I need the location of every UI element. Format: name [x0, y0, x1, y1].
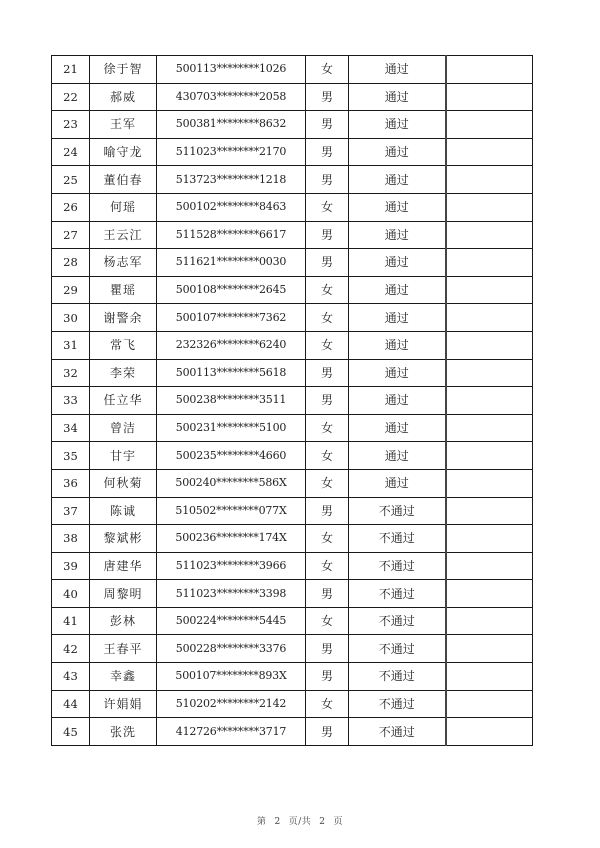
row-number-cell: 27 — [52, 221, 90, 249]
table-row — [52, 607, 533, 635]
gender-cell: 男 — [306, 635, 349, 663]
table-row — [52, 276, 533, 304]
id-number-cell: 513723********1218 — [157, 166, 306, 194]
remark-cell — [446, 690, 533, 718]
candidate-name-cell: 王军 — [90, 111, 157, 139]
row-number-cell: 41 — [52, 607, 90, 635]
remark-cell — [446, 525, 533, 553]
gender-cell: 男 — [306, 166, 349, 194]
result-status-cell: 不通过 — [349, 718, 446, 746]
id-number-cell: 500240********586X — [157, 469, 306, 497]
id-number-cell: 500102********8463 — [157, 193, 306, 221]
id-number-cell: 500238********3511 — [157, 387, 306, 415]
candidate-name-cell: 瞿瑶 — [90, 276, 157, 304]
table-row — [52, 359, 533, 387]
table-row — [52, 221, 533, 249]
candidate-name-cell: 张洗 — [90, 718, 157, 746]
table-row — [52, 83, 533, 111]
result-status-cell: 通过 — [349, 331, 446, 359]
candidate-name-cell: 幸鑫 — [90, 663, 157, 691]
row-number-cell: 36 — [52, 469, 90, 497]
remark-cell — [446, 442, 533, 470]
row-number-cell: 32 — [52, 359, 90, 387]
id-number-cell: 412726********3717 — [157, 718, 306, 746]
row-number-cell: 34 — [52, 414, 90, 442]
row-number-cell: 33 — [52, 387, 90, 415]
id-number-cell: 500107********7362 — [157, 304, 306, 332]
gender-cell: 女 — [306, 56, 349, 84]
id-number-cell: 511023********2170 — [157, 138, 306, 166]
row-number-cell: 38 — [52, 525, 90, 553]
gender-cell: 女 — [306, 525, 349, 553]
remark-cell — [446, 635, 533, 663]
gender-cell: 男 — [306, 111, 349, 139]
result-status-cell: 通过 — [349, 304, 446, 332]
candidate-name-cell: 任立华 — [90, 387, 157, 415]
id-number-cell: 430703********2058 — [157, 83, 306, 111]
gender-cell: 女 — [306, 607, 349, 635]
candidate-name-cell: 陈诚 — [90, 497, 157, 525]
remark-cell — [446, 276, 533, 304]
id-number-cell: 500235********4660 — [157, 442, 306, 470]
result-status-cell: 通过 — [349, 138, 446, 166]
gender-cell: 女 — [306, 442, 349, 470]
results-table-body — [52, 56, 533, 746]
table-row — [52, 525, 533, 553]
gender-cell: 女 — [306, 193, 349, 221]
row-number-cell: 44 — [52, 690, 90, 718]
result-status-cell: 通过 — [349, 249, 446, 277]
footer-current-page: 2 — [274, 817, 281, 827]
id-number-cell: 232326********6240 — [157, 331, 306, 359]
remark-cell — [446, 221, 533, 249]
id-number-cell: 500381********8632 — [157, 111, 306, 139]
result-status-cell: 通过 — [349, 111, 446, 139]
id-number-cell: 511023********3966 — [157, 552, 306, 580]
result-status-cell: 通过 — [349, 442, 446, 470]
candidate-name-cell: 何秋菊 — [90, 469, 157, 497]
gender-cell: 男 — [306, 83, 349, 111]
table-row — [52, 387, 533, 415]
page-footer — [0, 814, 600, 827]
gender-cell: 男 — [306, 138, 349, 166]
footer-total-pages: 2 — [319, 817, 326, 827]
row-number-cell: 24 — [52, 138, 90, 166]
row-number-cell: 23 — [52, 111, 90, 139]
remark-cell — [446, 111, 533, 139]
id-number-cell: 500108********2645 — [157, 276, 306, 304]
footer-suffix: 页 — [333, 817, 344, 827]
result-status-cell: 通过 — [349, 221, 446, 249]
remark-cell — [446, 138, 533, 166]
table-row — [52, 580, 533, 608]
footer-mid: 页/共 — [288, 817, 312, 827]
candidate-name-cell: 唐建华 — [90, 552, 157, 580]
table-row — [52, 442, 533, 470]
row-number-cell: 42 — [52, 635, 90, 663]
result-status-cell: 不通过 — [349, 635, 446, 663]
remark-cell — [446, 331, 533, 359]
result-status-cell: 通过 — [349, 166, 446, 194]
remark-cell — [446, 166, 533, 194]
remark-cell — [446, 552, 533, 580]
row-number-cell: 37 — [52, 497, 90, 525]
gender-cell: 男 — [306, 663, 349, 691]
table-row — [52, 193, 533, 221]
row-number-cell: 22 — [52, 83, 90, 111]
candidate-name-cell: 常飞 — [90, 331, 157, 359]
remark-cell — [446, 718, 533, 746]
candidate-name-cell: 喻守龙 — [90, 138, 157, 166]
result-status-cell: 通过 — [349, 414, 446, 442]
remark-cell — [446, 359, 533, 387]
remark-cell — [446, 304, 533, 332]
candidate-name-cell: 黎斌彬 — [90, 525, 157, 553]
table-row — [52, 166, 533, 194]
remark-cell — [446, 414, 533, 442]
remark-cell — [446, 497, 533, 525]
candidate-name-cell: 彭林 — [90, 607, 157, 635]
remark-cell — [446, 193, 533, 221]
remark-cell — [446, 249, 533, 277]
row-number-cell: 31 — [52, 331, 90, 359]
candidate-name-cell: 许娟娟 — [90, 690, 157, 718]
gender-cell: 女 — [306, 469, 349, 497]
id-number-cell: 500231********5100 — [157, 414, 306, 442]
table-row — [52, 718, 533, 746]
result-status-cell: 通过 — [349, 387, 446, 415]
table-row — [52, 552, 533, 580]
gender-cell: 女 — [306, 690, 349, 718]
row-number-cell: 43 — [52, 663, 90, 691]
row-number-cell: 29 — [52, 276, 90, 304]
gender-cell: 男 — [306, 249, 349, 277]
gender-cell: 男 — [306, 387, 349, 415]
candidate-name-cell: 郝威 — [90, 83, 157, 111]
row-number-cell: 28 — [52, 249, 90, 277]
id-number-cell: 500113********1026 — [157, 56, 306, 84]
gender-cell: 女 — [306, 304, 349, 332]
remark-cell — [446, 469, 533, 497]
table-row — [52, 690, 533, 718]
table-row — [52, 111, 533, 139]
result-status-cell: 通过 — [349, 83, 446, 111]
result-status-cell: 通过 — [349, 276, 446, 304]
candidate-name-cell: 杨志军 — [90, 249, 157, 277]
id-number-cell: 511528********6617 — [157, 221, 306, 249]
remark-cell — [446, 83, 533, 111]
id-number-cell: 500113********5618 — [157, 359, 306, 387]
result-status-cell: 不通过 — [349, 663, 446, 691]
id-number-cell: 510202********2142 — [157, 690, 306, 718]
candidate-name-cell: 甘宇 — [90, 442, 157, 470]
footer-prefix: 第 — [256, 817, 267, 827]
result-status-cell: 通过 — [349, 469, 446, 497]
table-row — [52, 138, 533, 166]
gender-cell: 女 — [306, 331, 349, 359]
table-row — [52, 249, 533, 277]
result-status-cell: 不通过 — [349, 497, 446, 525]
id-number-cell: 500107********893X — [157, 663, 306, 691]
remark-cell — [446, 607, 533, 635]
remark-cell — [446, 663, 533, 691]
candidate-name-cell: 曾洁 — [90, 414, 157, 442]
candidate-name-cell: 谢警余 — [90, 304, 157, 332]
id-number-cell: 500224********5445 — [157, 607, 306, 635]
candidate-name-cell: 王云江 — [90, 221, 157, 249]
row-number-cell: 30 — [52, 304, 90, 332]
row-number-cell: 35 — [52, 442, 90, 470]
table-row — [52, 635, 533, 663]
gender-cell: 男 — [306, 221, 349, 249]
table-row — [52, 414, 533, 442]
result-status-cell: 通过 — [349, 359, 446, 387]
result-status-cell: 不通过 — [349, 690, 446, 718]
candidate-name-cell: 徐于智 — [90, 56, 157, 84]
row-number-cell: 25 — [52, 166, 90, 194]
result-status-cell: 不通过 — [349, 607, 446, 635]
results-table — [51, 55, 533, 746]
result-status-cell: 不通过 — [349, 580, 446, 608]
row-number-cell: 39 — [52, 552, 90, 580]
table-row — [52, 663, 533, 691]
table-row — [52, 304, 533, 332]
remark-cell — [446, 387, 533, 415]
gender-cell: 男 — [306, 359, 349, 387]
gender-cell: 男 — [306, 580, 349, 608]
result-status-cell: 不通过 — [349, 552, 446, 580]
candidate-name-cell: 董伯春 — [90, 166, 157, 194]
candidate-name-cell: 王春平 — [90, 635, 157, 663]
result-status-cell: 不通过 — [349, 525, 446, 553]
table-row — [52, 331, 533, 359]
row-number-cell: 45 — [52, 718, 90, 746]
gender-cell: 男 — [306, 718, 349, 746]
row-number-cell: 21 — [52, 56, 90, 84]
gender-cell: 女 — [306, 552, 349, 580]
gender-cell: 女 — [306, 276, 349, 304]
remark-cell — [446, 580, 533, 608]
row-number-cell: 40 — [52, 580, 90, 608]
id-number-cell: 500228********3376 — [157, 635, 306, 663]
id-number-cell: 500236********174X — [157, 525, 306, 553]
table-row — [52, 469, 533, 497]
id-number-cell: 511023********3398 — [157, 580, 306, 608]
row-number-cell: 26 — [52, 193, 90, 221]
id-number-cell: 511621********0030 — [157, 249, 306, 277]
table-row — [52, 497, 533, 525]
gender-cell: 女 — [306, 414, 349, 442]
remark-cell — [446, 56, 533, 84]
result-status-cell: 通过 — [349, 193, 446, 221]
candidate-name-cell: 周黎明 — [90, 580, 157, 608]
candidate-name-cell: 李荣 — [90, 359, 157, 387]
candidate-name-cell: 何瑶 — [90, 193, 157, 221]
gender-cell: 男 — [306, 497, 349, 525]
table-row — [52, 56, 533, 84]
id-number-cell: 510502********077X — [157, 497, 306, 525]
result-status-cell: 通过 — [349, 56, 446, 84]
